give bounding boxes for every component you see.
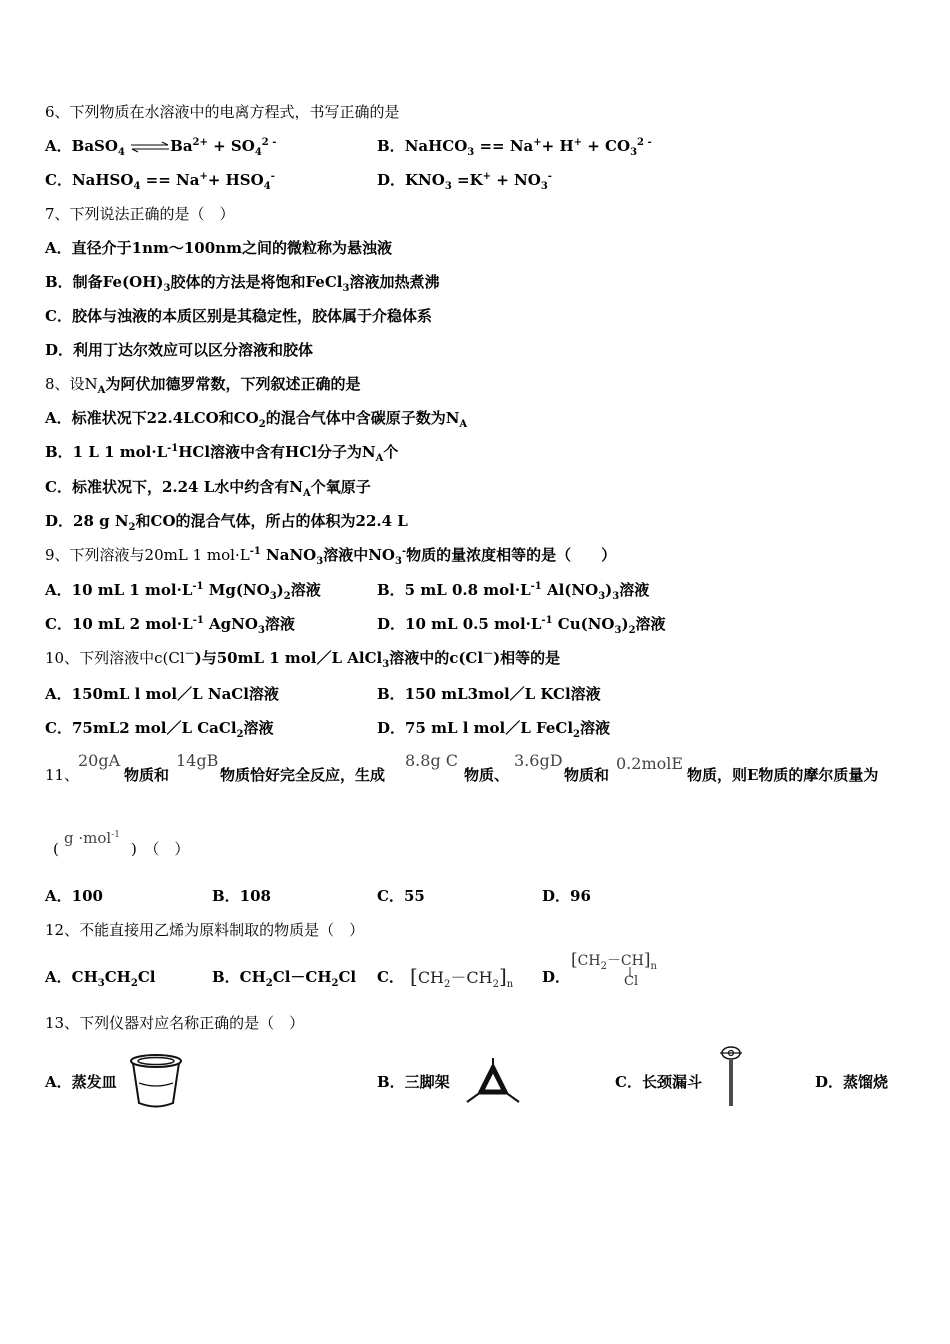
q10-c-sub: 2	[236, 729, 244, 740]
q10-d-sub: 2	[573, 729, 580, 740]
q11-unit: g ·mol	[64, 829, 112, 847]
q12-a-part: CH	[104, 968, 131, 986]
q11-text-1: 物质和	[124, 766, 170, 784]
q9-stem-part: 物质的量浓度相等的是（ ）	[406, 546, 617, 564]
q6-a-part: + SO	[207, 137, 255, 155]
q6-b-part: + CO	[582, 137, 631, 155]
q6-d-part: + NO	[491, 171, 541, 189]
q8-b-part: 个	[383, 443, 399, 461]
q11-formula-5: 0.2molE	[616, 754, 684, 773]
q8-d-part: 和CO的混合气体，所占的体积为22.4 L	[135, 512, 408, 530]
q12-d-formula-n: n	[650, 960, 657, 972]
q9-d-part: Cu(NO	[552, 615, 615, 633]
q9-stem-part: 9、下列溶液与20mL 1 mol·L	[45, 546, 250, 564]
q7-option-c	[45, 306, 432, 326]
q8-option-d	[45, 511, 408, 531]
q9-stem-part: NaNO	[260, 546, 317, 564]
q6-a-sup: 2+	[192, 137, 208, 148]
q12-a-sub: 3	[97, 978, 105, 989]
q12-d-cl-label: Cl	[624, 974, 639, 989]
q6-d-part: KNO	[405, 171, 445, 189]
q10-b-text: B．150 mL3mol／L KCl溶液	[377, 685, 601, 703]
q12-option-d-formula	[571, 950, 657, 970]
q10-option-b	[377, 684, 601, 704]
q8-stem-sub: A	[97, 385, 106, 396]
q6-b-sub: 3	[467, 147, 475, 158]
q12-b-part: B．CH	[212, 968, 266, 986]
q12-option-c-formula	[410, 964, 514, 991]
q12-a-sub: 2	[130, 978, 138, 989]
q6-option-c	[45, 170, 275, 190]
q11-unit-sup: -1	[111, 830, 120, 840]
q13-stem	[45, 1013, 304, 1033]
q10-stem-part: )与50mL 1 mol／L AlCl	[194, 649, 383, 667]
q7-d-text: D．利用丁达尔效应可以区分溶液和胶体	[45, 341, 314, 359]
q6-option-d	[377, 170, 552, 190]
q9-d-part: D．10 mL 0.5 mol·L	[377, 615, 542, 633]
q9-b-part: )	[605, 581, 613, 599]
q6-d-letter: D．	[377, 171, 406, 189]
q8-d-part: D．28 g N	[45, 512, 129, 530]
q6-option-a	[45, 136, 276, 156]
q8-a-sub: 2	[258, 419, 266, 430]
q10-d-part: 溶液	[580, 719, 611, 737]
q10-option-a	[45, 684, 279, 704]
q12-b-part: Cl－CH	[272, 968, 332, 986]
q8-b-part: B．1 L 1 mol·L	[45, 443, 168, 461]
q12-c-formula-part: －CH	[450, 968, 493, 987]
q8-option-b	[45, 442, 398, 462]
q10-stem-sup: －	[483, 649, 494, 660]
q8-a-part: A．标准状况下22.4LCO和CO	[45, 409, 259, 427]
q6-b-sup: 2 -	[637, 137, 652, 148]
q12-a-part: A．CH	[45, 968, 98, 986]
q13-option-c: C．长颈漏斗	[615, 1073, 702, 1091]
q9-stem-sub: 3	[394, 556, 402, 567]
q10-a-text: A．150mL l mol／L NaCl溶液	[45, 685, 279, 703]
funnel-icon	[716, 1044, 746, 1108]
q13-stem-text: 13、下列仪器对应名称正确的是（ ）	[45, 1014, 305, 1032]
q6-d-sup: +	[482, 171, 492, 182]
q8-option-a	[45, 408, 467, 428]
q8-a-part: 的混合气体中含碳原子数为N	[265, 409, 460, 427]
q9-b-part: 溶液	[619, 581, 650, 599]
q6-b-letter: B．	[377, 137, 405, 155]
q9-stem-part: 溶液中NO	[323, 546, 395, 564]
q11-formula-6	[64, 829, 120, 847]
q6-b-sub: 3	[630, 147, 638, 158]
q11-formula-1: 20gA	[78, 751, 121, 770]
q11-text-4: 物质和	[564, 766, 610, 784]
q12-option-d-label: D．	[542, 968, 571, 986]
q9-stem-sup: -	[401, 546, 407, 557]
q9-a-sub: 2	[283, 591, 291, 602]
q11-paren-open: (	[53, 840, 59, 858]
q8-a-sub: A	[459, 419, 468, 430]
q11-prefix	[45, 765, 79, 785]
q9-a-sup: -1	[192, 581, 204, 592]
q9-b-sub: 3	[612, 591, 620, 602]
q11-option-c: C．55	[377, 887, 425, 905]
q10-option-d	[377, 718, 610, 738]
q6-c-part: NaHSO	[71, 171, 134, 189]
q6-b-part: NaHCO	[404, 137, 468, 155]
q6-a-letter: A．	[45, 137, 72, 155]
q9-a-part: Mg(NO	[203, 581, 270, 599]
q7-b-part: 溶液加热煮沸	[349, 273, 440, 291]
q10-stem-sub: 3	[382, 659, 390, 670]
q10-option-c	[45, 718, 274, 738]
q13-option-d: D．蒸馏烧	[815, 1073, 889, 1091]
q12-c-formula-sub: 2	[444, 979, 451, 991]
q9-d-sub: 2	[628, 625, 636, 636]
q10-c-part: 溶液	[243, 719, 274, 737]
q9-b-part: B．5 mL 0.8 mol·L	[377, 581, 531, 599]
q6-a-part: Ba	[170, 137, 193, 155]
q11-text-5: 物质，则E物质的摩尔质量为	[687, 766, 879, 784]
q11-text-2: 物质恰好完全反应，生成	[220, 766, 386, 784]
q6-a-sup: 2 -	[261, 137, 277, 148]
q6-stem-text: 6、下列物质在水溶液中的电离方程式，书写正确的是	[45, 103, 400, 121]
q10-stem-part: )相等的是	[493, 649, 561, 667]
q9-d-sub: 3	[614, 625, 622, 636]
q9-d-part: )	[621, 615, 629, 633]
q6-c-part: + HSO	[207, 171, 264, 189]
q8-b-sup: -1	[167, 443, 179, 454]
q6-a-part: BaSO	[71, 137, 118, 155]
clay-triangle-icon	[465, 1056, 521, 1108]
q12-b-sub: 2	[265, 978, 273, 989]
q11-paren-close: ) （ ）	[131, 840, 190, 858]
q11-option-b: B．108	[212, 887, 271, 905]
q10-stem-sup: －	[184, 649, 195, 660]
q9-c-part: C．10 mL 2 mol·L	[45, 615, 193, 633]
q6-stem	[45, 102, 400, 122]
q11-prefix-text: 11、	[45, 766, 80, 784]
q6-c-part: == Na	[140, 171, 200, 189]
q9-c-part: AgNO	[203, 615, 258, 633]
q13-option-a: A．蒸发皿	[45, 1073, 117, 1091]
q9-stem-sup: -1	[249, 546, 261, 557]
q9-option-a	[45, 580, 321, 600]
q8-c-part: C．标准状况下，2.24 L水中约含有N	[45, 478, 303, 496]
q6-c-sub: 4	[263, 181, 271, 192]
q12-d-formula-part: －CH	[606, 953, 644, 969]
q6-c-sup: +	[199, 171, 208, 182]
q9-b-sup: -1	[530, 581, 542, 592]
q7-a-text: A．直径介于1nm～100nm之间的微粒称为悬浊液	[45, 239, 392, 257]
q6-b-sup: +	[533, 137, 542, 148]
q7-b-sub: 3	[163, 283, 171, 294]
q9-stem-sub: 3	[316, 556, 324, 567]
q10-c-part: C．75mL2 mol／L CaCl	[45, 719, 237, 737]
q9-stem	[45, 545, 616, 565]
q8-stem	[45, 374, 360, 394]
q10-stem-part: 10、下列溶液中c(Cl	[45, 649, 185, 667]
q13-option-b: B．三脚架	[377, 1073, 450, 1091]
q6-b-part: == Na	[474, 137, 534, 155]
q6-d-sub: 3	[540, 181, 548, 192]
q7-option-a	[45, 238, 392, 258]
q11-formula-3: 8.8g C	[405, 751, 459, 770]
q10-d-part: D．75 mL l mol／L FeCl	[377, 719, 574, 737]
q12-d-formula-sub: 2	[600, 960, 607, 972]
q12-option-c-label: C．	[377, 968, 404, 986]
equilibrium-arrow-icon	[130, 142, 170, 152]
q9-d-part: 溶液	[635, 615, 666, 633]
q8-c-sub: A	[302, 488, 311, 499]
q7-c-text: C．胶体与浊液的本质区别是其稳定性，胶体属于介稳体系	[45, 307, 432, 325]
q12-a-part: Cl	[137, 968, 156, 986]
q7-option-b	[45, 272, 439, 292]
bracket-open-icon: [	[571, 950, 578, 970]
q12-d-formula-part: CH	[577, 953, 601, 969]
q8-d-sub: 2	[128, 522, 136, 533]
q12-option-a	[45, 967, 155, 987]
q7-b-sub: 3	[342, 283, 350, 294]
q6-option-b	[377, 136, 652, 156]
q9-c-sup: -1	[192, 615, 204, 626]
q6-b-part: + H	[541, 137, 574, 155]
q9-c-sub: 3	[257, 625, 265, 636]
q12-b-sub: 2	[331, 978, 339, 989]
q10-stem-part: 溶液中的c(Cl	[389, 649, 484, 667]
q9-a-part: A．10 mL 1 mol·L	[45, 581, 193, 599]
q9-b-part: Al(NO	[541, 581, 599, 599]
q9-a-sub: 3	[269, 591, 277, 602]
q6-c-letter: C．	[45, 171, 72, 189]
q7-b-part: 胶体的方法是将饱和FeCl	[170, 273, 343, 291]
q9-a-part: 溶液	[290, 581, 321, 599]
q12-stem-text: 12、不能直接用乙烯为原料制取的物质是（ ）	[45, 921, 365, 939]
q10-stem	[45, 648, 560, 668]
q7-b-part: B．制备Fe(OH)	[45, 273, 164, 291]
q9-option-b	[377, 580, 649, 600]
q8-stem-part: 8、设N	[45, 375, 98, 393]
q11-formula-2: 14gB	[176, 751, 219, 770]
q12-d-bond-icon	[629, 967, 631, 977]
q6-d-sub: 3	[444, 181, 452, 192]
q6-c-sup: -	[270, 171, 275, 182]
q11-formula-4: 3.6gD	[514, 751, 563, 770]
q11-option-a: A．100	[45, 887, 103, 905]
q8-c-part: 个氧原子	[310, 478, 371, 496]
q12-c-formula-part: CH	[417, 968, 445, 987]
q11-option-d: D．96	[542, 887, 591, 905]
q6-d-sup: -	[547, 171, 552, 182]
q12-stem	[45, 920, 364, 940]
q8-stem-part: 为阿伏加德罗常数，下列叙述正确的是	[105, 375, 361, 393]
q7-stem-text: 7、下列说法正确的是（ ）	[45, 205, 235, 223]
bracket-close-icon: ]	[498, 964, 507, 988]
q6-d-part: =K	[451, 171, 483, 189]
q12-c-formula-sub: 2	[492, 979, 499, 991]
q9-c-part: 溶液	[264, 615, 295, 633]
q6-a-sub: 4	[117, 147, 125, 158]
q9-b-sub: 3	[598, 591, 606, 602]
q6-a-sub: 4	[254, 147, 262, 158]
q8-option-c	[45, 477, 371, 497]
q9-d-sup: -1	[541, 615, 553, 626]
q12-option-b	[212, 967, 356, 987]
q9-option-d	[377, 614, 666, 634]
q6-c-sub: 4	[133, 181, 141, 192]
q12-b-part: Cl	[338, 968, 357, 986]
crucible-icon	[128, 1053, 184, 1111]
bracket-close-icon: ]	[643, 950, 651, 970]
bracket-open-icon: [	[410, 964, 418, 988]
q9-a-part: )	[276, 581, 284, 599]
q12-c-formula-n: n	[506, 979, 514, 991]
q8-b-part: HCl溶液中含有HCl分子为N	[178, 443, 376, 461]
q8-b-sub: A	[375, 453, 384, 464]
q6-b-sup: +	[573, 137, 583, 148]
q9-option-c	[45, 614, 295, 634]
q7-stem	[45, 204, 235, 224]
q11-text-3: 物质、	[464, 766, 510, 784]
q7-option-d	[45, 340, 313, 360]
